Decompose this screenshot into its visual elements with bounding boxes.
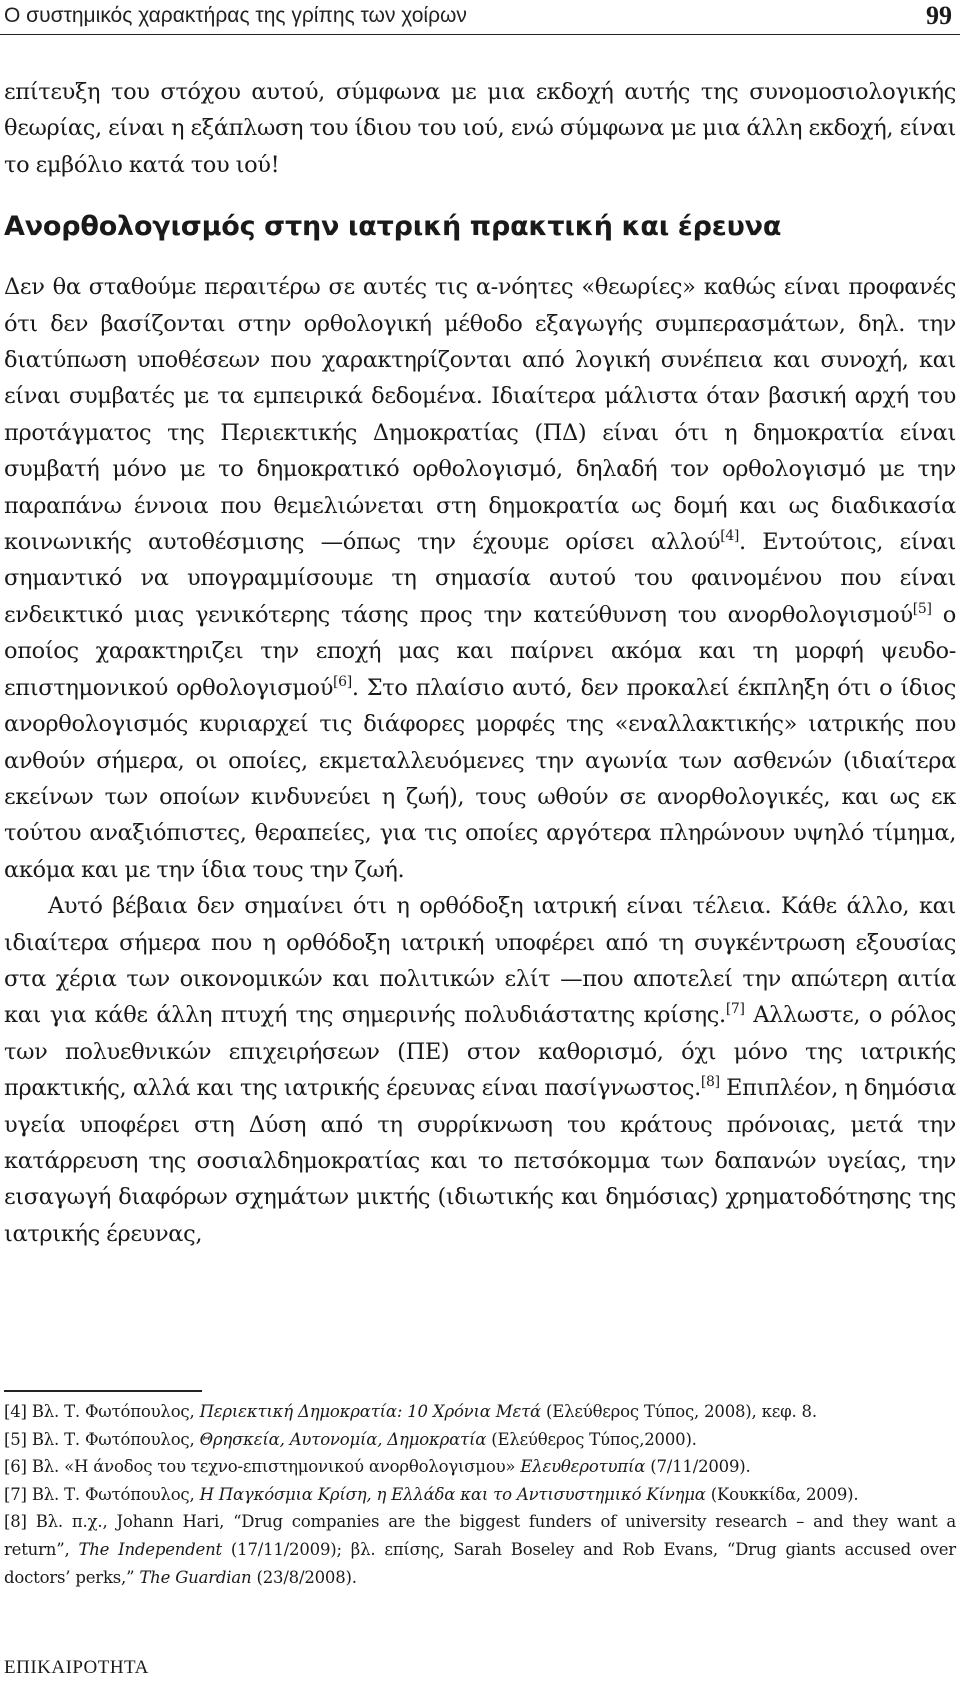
paragraph-1-text-4: . Στο πλαίσιο αυτό, δεν προκαλεί έκπληξη ότι ο ίδιος ανορθολογισμός κυριαρχεί τις διάφορες μορφές της «εναλλακτικής» ιατρικής που ανθούν σήμερα, οι οποίες, εκμεταλλευόμενες την αγωνία των ασθενών (ιδιαίτερα εκείνων των οποίων κινδυνεύει η ζωή), τους ωθούν σε ανορθολογικές, και ως εκ τούτου αναξιόπιστες, θεραπείες, για τις οποίες αργότερα πληρώνουν υψηλό τίμημα, ακόμα και με την ίδια τους την ζωή. xyxy=(4,674,956,883)
footnote-8-title-1: The Independent xyxy=(78,1539,222,1559)
page-header xyxy=(0,0,960,35)
footnote-ref-5[interactable]: [5] xyxy=(912,600,932,617)
paragraph-1-text-1: Δεν θα σταθούμε περαιτέρω σε αυτές τις α-νόητες «θεωρίες» καθώς είναι προφανές ότι δεν βασίζονται στην ορθολογική μέθοδο εξαγωγής συμπερασμάτων, δηλ. την διατύπωση υποθέσεων που χαρακτηρίζονται από λογική συνέπεια και συνοχή, και είναι συμβατές με τα εμπειρικά δεδομένα. Ιδιαίτερα μάλιστα όταν βασική αρχή του προτάγματος της Περιεκτικής Δημοκρατίας (ΠΔ) είναι ότι η δημοκρατία είναι συμβατή μόνο με το δημοκρατικό ορθολογισμό, δηλαδή τον ορθολογισμό με την παραπάνω έννοια που θεμελιώνεται στη δημοκρατία ως δομή και ως διαδικασία κοινωνικής αυτοθέσμισης —όπως την έχουμε ορίσει αλλού xyxy=(4,274,956,556)
footnote-5 xyxy=(4,1426,956,1454)
footnote-5-title: Θρησκεία, Αυτονομία, Δημοκρατία xyxy=(199,1429,487,1449)
footnote-5-source: (Ελεύθερος Τύπος,2000). xyxy=(486,1429,697,1449)
paragraph-1-text-3: ο οποίος χαρακτηριζει την εποχή μας και παίρνει ακόμα και τη μορφή ψευδο-επιστημονικού ορθολογισμού xyxy=(4,601,956,701)
page-number: 99 xyxy=(926,1,952,30)
paragraph-2-text-1: Αυτό βέβαια δεν σημαίνει ότι η ορθόδοξη ιατρική είναι τέλεια. Κάθε άλλο, και ιδιαίτερα σήμερα που η ορθόδοξη ιατρική υποφέρει από τη συγκέντρωση εξουσίας στα χέρια των οικονομικών και πολιτικών ελίτ —που αποτελεί την απώτερη αιτία και για κάθε άλλη πτυχή της σημερινής πολυδιάστατης κρίσης. xyxy=(4,893,956,1029)
footnote-4-text: [4] Βλ. Τ. Φωτόπουλος, xyxy=(4,1402,200,1421)
footnote-ref-6[interactable]: [6] xyxy=(333,673,352,690)
footnote-4 xyxy=(4,1398,956,1426)
footnote-7 xyxy=(4,1481,956,1509)
footnote-ref-4[interactable]: [4] xyxy=(720,528,740,545)
footnote-divider xyxy=(4,1390,202,1392)
paragraph-2-text-3: Επιπλέον, η δημόσια υγεία υποφέρει στη Δύση από τη συρρίκνωση του κράτους πρόνοιας, μετά την κατάρρευση της σοσιαλδημοκρατίας και το πετσόκομμα των δαπανών υγείας, την εισαγωγή διαφόρων σχημάτων μικτής (ιδιωτικής και δημόσιας) χρηματοδότησης της ιατρικής έρευνας, xyxy=(4,1075,956,1247)
footnote-8 xyxy=(4,1508,956,1591)
footnote-ref-8[interactable]: [8] xyxy=(700,1074,720,1091)
footnote-8-source: (23/8/2008). xyxy=(251,1567,357,1587)
footnote-6-source: (7/11/2009). xyxy=(645,1457,751,1477)
body-text xyxy=(4,74,956,1252)
paragraph-continued: επίτευξη του στόχου αυτού, σύμφωνα με μια εκδοχή αυτής της συνομοσιολογικής θεωρίας, είναι η εξάπλωση του ίδιου του ιού, ενώ σύμφωνα με μια άλλη εκδοχή, είναι το εμβόλιο κατά του ιού! xyxy=(4,79,956,178)
footnote-8-text-2: (17/11/2009); βλ. επίσης, Sarah Boseley and Rob Evans, “Drug giants accused over doctors’ perks,” xyxy=(4,1539,956,1587)
footnote-7-title: Η Παγκόσμια Κρίση, η Ελλάδα και το Αντισυστημικό Κίνημα xyxy=(199,1484,706,1504)
footnote-6 xyxy=(4,1453,956,1481)
footnotes xyxy=(4,1398,956,1591)
paragraph-1-text-2: . Εντούτοις, είναι σημαντικό να υπογραμμίσουμε τη σημασία αυτού του φαινομένου που είναι ενδεικτικό μιας γενικότερης τάσης προς την κατεύθυνση του ανορθολογισμού xyxy=(4,529,956,628)
section-heading: Ανορθολογισμός στην ιατρική πρακτική και έρευνα xyxy=(4,211,782,243)
footnote-4-source: (Ελεύθερος Τύπος, 2008), κεφ. 8. xyxy=(541,1402,817,1421)
footnote-7-source: (Κουκκίδα, 2009). xyxy=(705,1484,859,1504)
running-title: Ο συστημικός χαρακτήρας της γρίπης των χοίρων xyxy=(4,4,467,27)
footnote-ref-7[interactable]: [7] xyxy=(725,1001,745,1018)
page-footer: ΕΠΙΚΑΙΡΟΤΗΤΑ xyxy=(4,1657,149,1678)
paragraph-2 xyxy=(4,888,956,1252)
footnote-5-text: [5] Βλ. Τ. Φωτόπουλος, xyxy=(4,1429,200,1449)
paragraph-1 xyxy=(4,269,956,888)
footnote-6-title: Ελευθεροτυπία xyxy=(520,1457,646,1477)
footnote-8-text: [8] Βλ. π.χ., Johann Hari, “Drug companies are the biggest funders of university research – and they want a return”, xyxy=(4,1512,956,1559)
footnote-6-text: [6] Βλ. «Η άνοδος του τεχνο-επιστημονικού ανορθολογισμου» xyxy=(4,1457,521,1477)
footnote-7-text: [7] Βλ. Τ. Φωτόπουλος, xyxy=(4,1484,200,1504)
footnote-8-title-2: The Guardian xyxy=(139,1567,252,1587)
footnote-4-title: Περιεκτική Δημοκρατία: 10 Χρόνια Μετά xyxy=(199,1402,541,1421)
paragraph-2-text-2: Αλλωστε, ο ρόλος των πολυεθνικών επιχειρήσεων (ΠΕ) στον καθορισμό, όχι μόνο της ιατρικής πρακτικής, αλλά και της ιατρικής έρευνας είναι πασίγνωστος. xyxy=(4,1002,956,1102)
